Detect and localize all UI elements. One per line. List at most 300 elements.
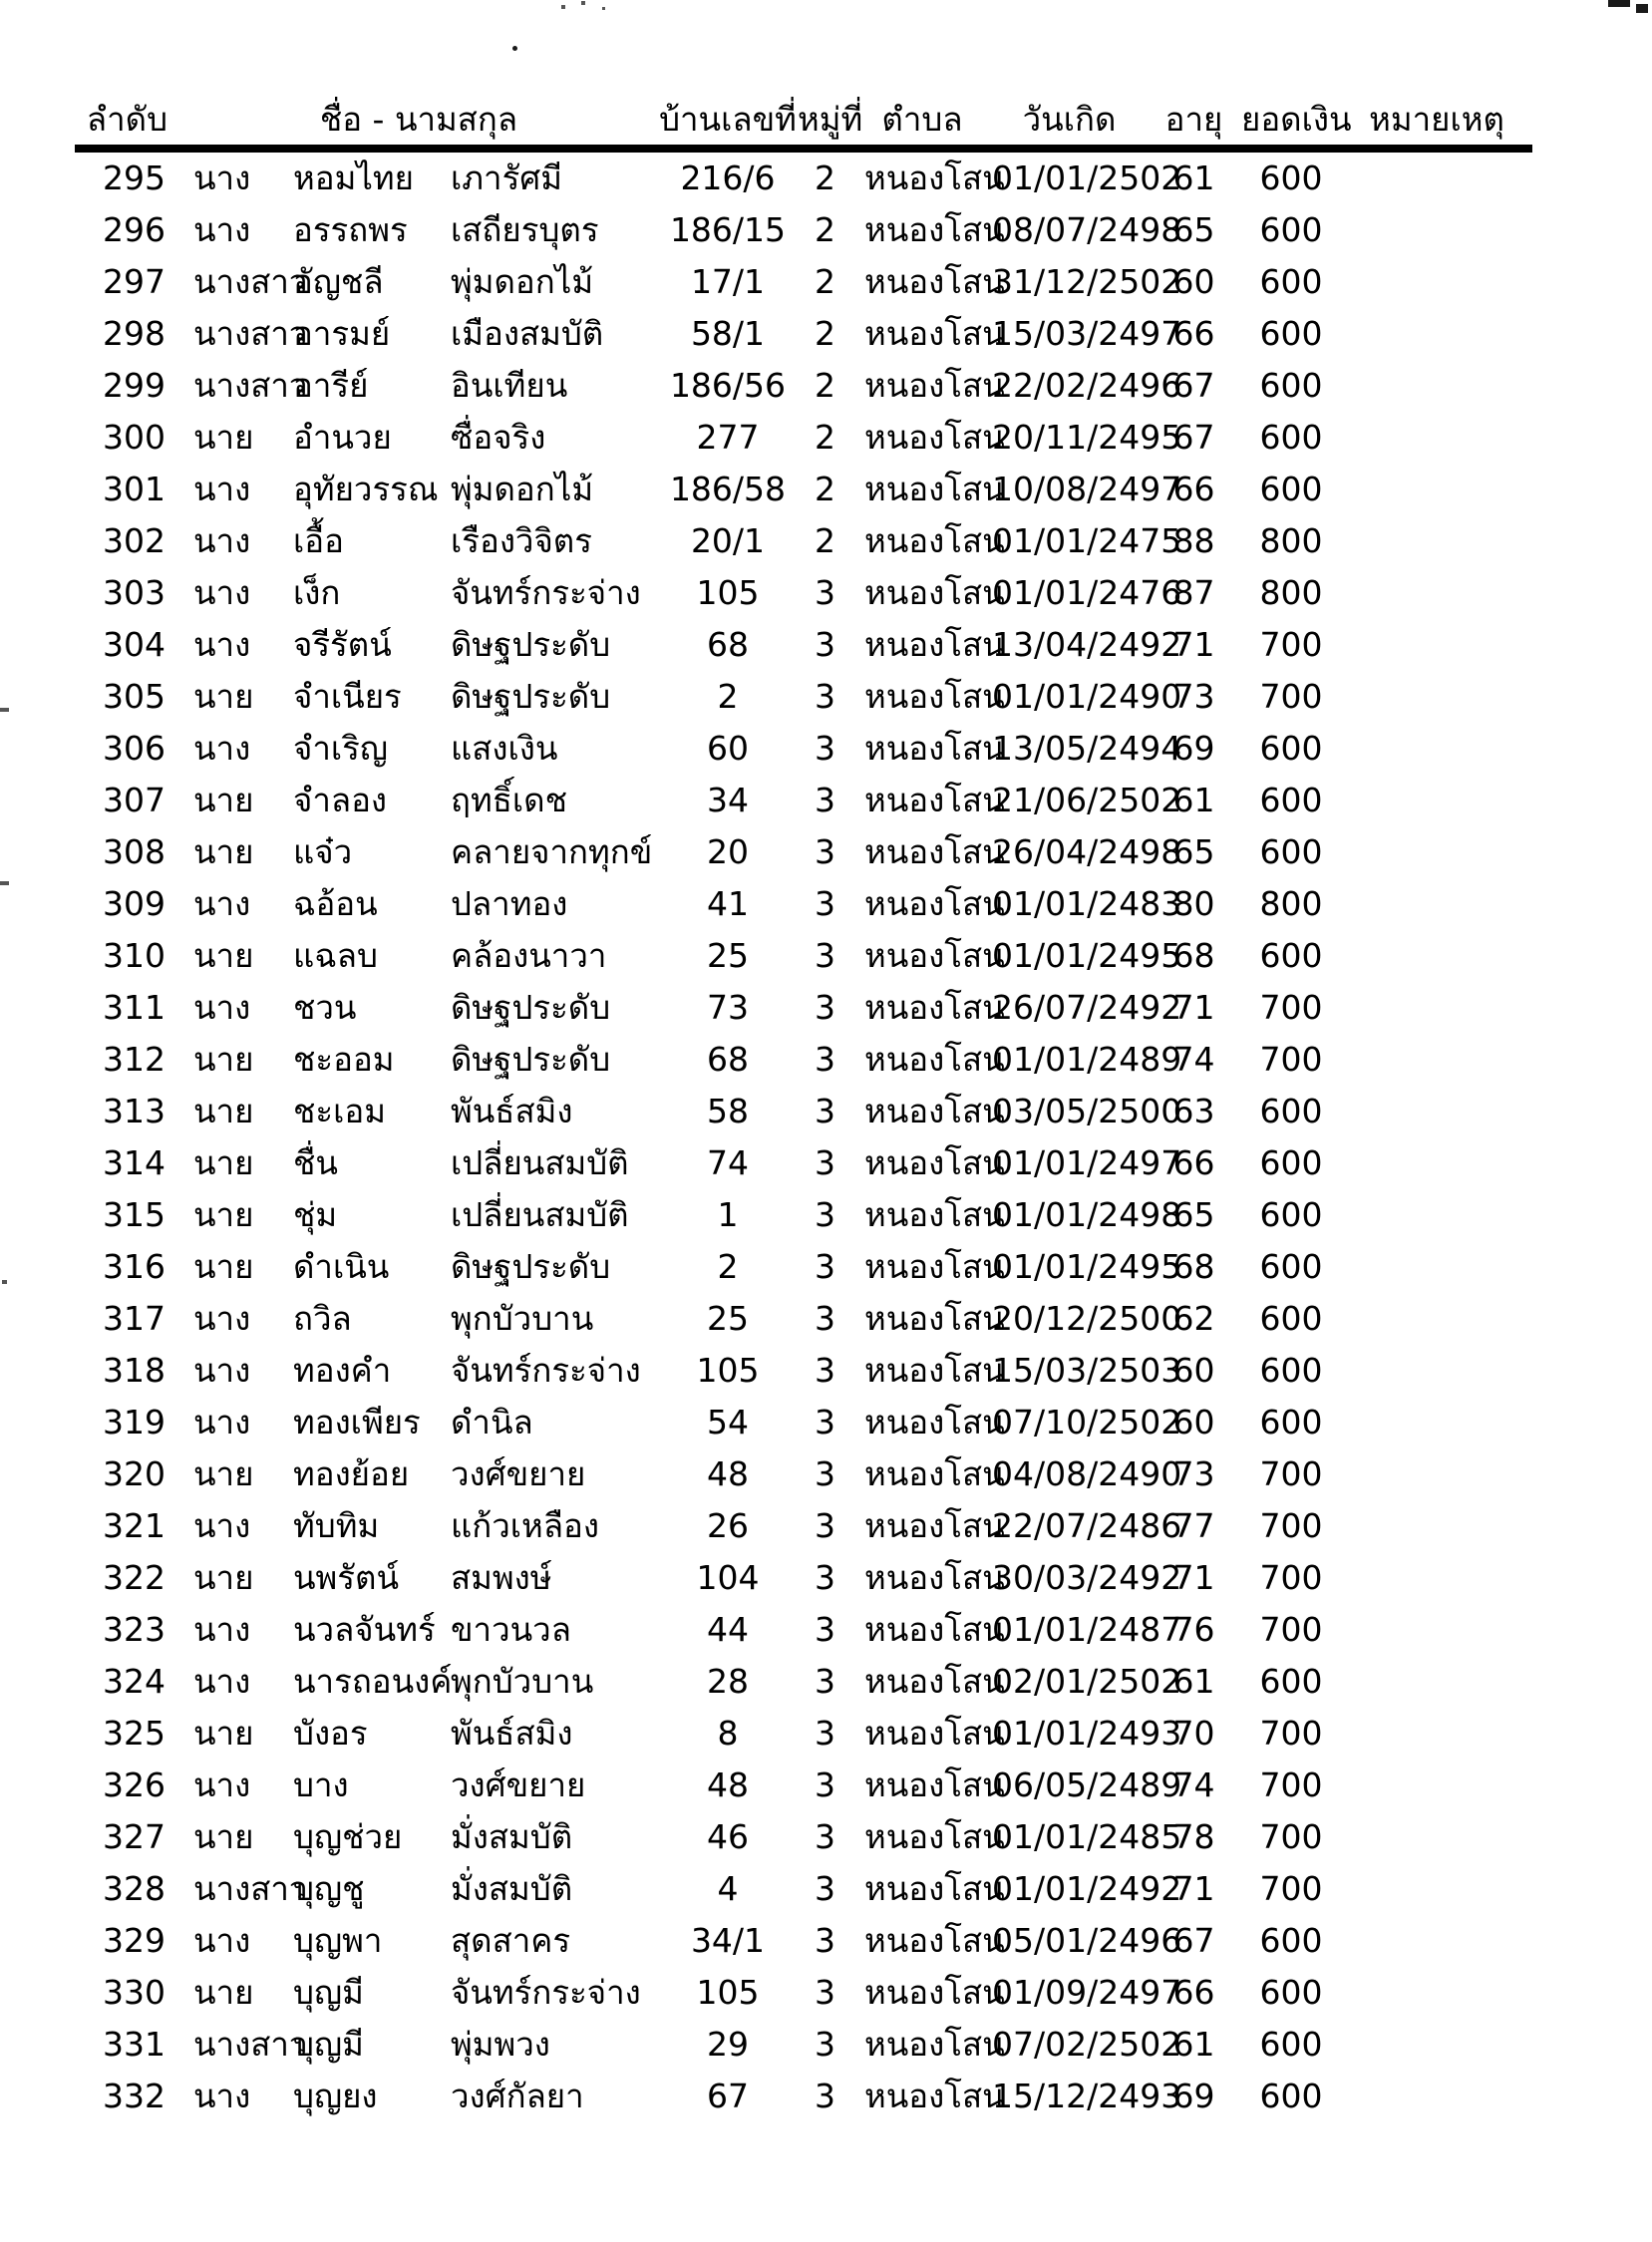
birth-date-cell: 08/07/2498 [992,210,1182,249]
last-name-cell: เปลี่ยนสมบัติ [451,1195,629,1234]
title-cell: นาง [193,625,251,664]
last-name-cell: พันธ์สมิง [451,1092,573,1130]
age-cell: 69 [1172,729,1215,768]
house-no-cell: 8 [717,1714,739,1753]
table-row [75,1656,1532,1708]
last-name-cell: พุ่มพวง [451,2025,550,2064]
first-name-cell: นพรัตน์ [293,1558,400,1597]
first-name-cell: เอื้อ [293,521,344,560]
table-row [75,1086,1532,1137]
tambon-cell: หนองโสน [864,1040,1005,1079]
table-row [75,1915,1532,1967]
age-cell: 65 [1172,1195,1215,1234]
tambon-cell: หนองโสน [864,573,1005,612]
moo-cell: 3 [815,1143,835,1182]
title-cell: นาง [193,573,251,612]
age-cell: 60 [1172,262,1215,301]
row-number-cell: 296 [103,210,165,249]
title-cell: นาง [193,2077,251,2115]
row-number-cell: 325 [103,1714,165,1753]
table-row [75,1552,1532,1604]
amount-cell: 600 [1259,1921,1323,1960]
house-no-cell: 2 [717,677,739,716]
title-cell: นาง [193,210,251,249]
house-no-cell: 25 [707,936,749,975]
birth-date-cell: 05/01/2496 [992,1921,1182,1960]
house-no-cell: 54 [707,1403,749,1441]
amount-cell: 600 [1259,1092,1323,1130]
table-row [75,1708,1532,1760]
tambon-cell: หนองโสน [864,781,1005,819]
row-number-cell: 304 [103,625,165,664]
title-cell: นาย [193,418,254,457]
amount-cell: 600 [1259,1403,1323,1441]
table-row [75,930,1532,982]
moo-cell: 3 [815,1558,835,1597]
header-age: อายุ [1164,100,1223,139]
tambon-cell: หนองโสน [864,936,1005,975]
birth-date-cell: 01/01/2493 [992,1714,1182,1753]
age-cell: 87 [1172,573,1215,612]
table-row [75,1345,1532,1397]
first-name-cell: จรีรัตน์ [293,625,392,664]
moo-cell: 2 [815,210,835,249]
scan-artifact [2,1280,7,1284]
first-name-cell: จำเนียร [293,677,402,716]
amount-cell: 800 [1259,884,1323,923]
title-cell: นางสาว [193,2025,308,2064]
first-name-cell: จำลอง [293,781,388,819]
title-cell: นาง [193,159,251,197]
header-house-no: บ้านเลขที่ [659,100,797,139]
row-number-cell: 298 [103,314,165,353]
amount-cell: 600 [1259,210,1323,249]
first-name-cell: อารีย์ [293,366,369,405]
tambon-cell: หนองโสน [864,1765,1005,1804]
birth-date-cell: 03/05/2500 [992,1092,1182,1130]
age-cell: 69 [1172,2077,1215,2115]
tambon-cell: หนองโสน [864,1403,1005,1441]
house-no-cell: 58/1 [690,314,766,353]
age-cell: 68 [1172,1247,1215,1286]
table-row [75,619,1532,671]
age-cell: 68 [1172,936,1215,975]
last-name-cell: ฤทธิ์เดช [451,781,567,819]
moo-cell: 3 [815,1040,835,1079]
age-cell: 60 [1172,1403,1215,1441]
birth-date-cell: 01/01/2502 [992,159,1182,197]
tambon-cell: หนองโสน [864,1506,1005,1545]
moo-cell: 3 [815,1973,835,2012]
amount-cell: 600 [1259,262,1323,301]
birth-date-cell: 26/04/2498 [992,832,1182,871]
table-row [75,1137,1532,1189]
table-row [75,1189,1532,1241]
moo-cell: 3 [815,2025,835,2064]
birth-date-cell: 01/01/2483 [992,884,1182,923]
last-name-cell: ดิษฐประดับ [451,1247,611,1286]
tambon-cell: หนองโสน [864,1143,1005,1182]
age-cell: 70 [1172,1714,1215,1753]
moo-cell: 3 [815,832,835,871]
last-name-cell: พุ่มดอกไม้ [451,262,594,301]
first-name-cell: ถวิล [293,1299,352,1338]
last-name-cell: มั่งสมบัติ [451,1817,573,1856]
header-remark: หมายเหตุ [1369,100,1504,139]
house-no-cell: 60 [707,729,749,768]
amount-cell: 600 [1259,470,1323,508]
scan-artifact [561,5,565,9]
house-no-cell: 34/1 [690,1921,766,1960]
amount-cell: 600 [1259,1299,1323,1338]
amount-cell: 700 [1259,1765,1323,1804]
row-number-cell: 307 [103,781,165,819]
first-name-cell: ชะออม [293,1040,395,1079]
last-name-cell: ดำนิล [451,1403,533,1441]
house-no-cell: 73 [707,988,749,1027]
house-no-cell: 68 [707,1040,749,1079]
last-name-cell: ขาวนวล [451,1610,571,1649]
birth-date-cell: 22/07/2486 [992,1506,1182,1545]
birth-date-cell: 01/01/2476 [992,573,1182,612]
first-name-cell: บังอร [293,1714,368,1753]
house-no-cell: 44 [707,1610,749,1649]
birth-date-cell: 10/08/2497 [992,470,1182,508]
tambon-cell: หนองโสน [864,314,1005,353]
age-cell: 61 [1172,1662,1215,1701]
amount-cell: 600 [1259,832,1323,871]
amount-cell: 600 [1259,2025,1323,2064]
moo-cell: 3 [815,729,835,768]
row-number-cell: 306 [103,729,165,768]
age-cell: 60 [1172,1351,1215,1390]
tambon-cell: หนองโสน [864,1662,1005,1701]
last-name-cell: จันทร์กระจ่าง [451,1351,641,1390]
tambon-cell: หนองโสน [864,1817,1005,1856]
tambon-cell: หนองโสน [864,1558,1005,1597]
amount-cell: 700 [1259,1610,1323,1649]
last-name-cell: แก้วเหลือง [451,1506,599,1545]
first-name-cell: ชวน [293,988,357,1027]
row-number-cell: 331 [103,2025,165,2064]
header-birth-date: วันเกิด [1022,100,1117,139]
row-number-cell: 295 [103,159,165,197]
moo-cell: 3 [815,1195,835,1234]
moo-cell: 3 [815,1247,835,1286]
scan-artifact [1608,0,1630,7]
last-name-cell: พุกบัวบาน [451,1299,594,1338]
row-number-cell: 329 [103,1921,165,1960]
tambon-cell: หนองโสน [864,1092,1005,1130]
amount-cell: 600 [1259,159,1323,197]
title-cell: นาง [193,1403,251,1441]
first-name-cell: อัญชลี [293,262,384,301]
moo-cell: 3 [815,1610,835,1649]
first-name-cell: บุญมี [293,2025,364,2064]
moo-cell: 2 [815,470,835,508]
title-cell: นาย [193,1143,254,1182]
scan-artifact [0,708,9,712]
moo-cell: 3 [815,988,835,1027]
birth-date-cell: 07/02/2502 [992,2025,1182,2064]
birth-date-cell: 04/08/2490 [992,1454,1182,1493]
title-cell: นาย [193,832,254,871]
moo-cell: 3 [815,1869,835,1908]
title-cell: นาง [193,1506,251,1545]
first-name-cell: อำนวย [293,418,392,457]
last-name-cell: เรืองวิจิตร [451,521,592,560]
table-row [75,775,1532,826]
age-cell: 61 [1172,2025,1215,2064]
birth-date-cell: 20/11/2495 [992,418,1182,457]
title-cell: นาย [193,1558,254,1597]
table-row [75,878,1532,930]
moo-cell: 3 [815,1817,835,1856]
amount-cell: 600 [1259,1662,1323,1701]
table-row [75,982,1532,1034]
first-name-cell: ทองคำ [293,1351,392,1390]
house-no-cell: 68 [707,625,749,664]
last-name-cell: วงศ์กัลยา [451,2077,584,2115]
table-row [75,671,1532,723]
house-no-cell: 1 [717,1195,739,1234]
title-cell: นาย [193,1714,254,1753]
birth-date-cell: 01/01/2489 [992,1040,1182,1079]
moo-cell: 3 [815,1351,835,1390]
row-number-cell: 297 [103,262,165,301]
first-name-cell: ดำเนิน [293,1247,390,1286]
age-cell: 73 [1172,1454,1215,1493]
house-no-cell: 26 [707,1506,749,1545]
moo-cell: 3 [815,781,835,819]
birth-date-cell: 21/06/2502 [992,781,1182,819]
age-cell: 66 [1172,1143,1215,1182]
row-number-cell: 317 [103,1299,165,1338]
house-no-cell: 41 [707,884,749,923]
moo-cell: 3 [815,625,835,664]
amount-cell: 600 [1259,1247,1323,1286]
title-cell: นางสาว [193,314,308,353]
amount-cell: 600 [1259,2077,1323,2115]
title-cell: นาย [193,1973,254,2012]
first-name-cell: แจ๋ว [293,832,353,871]
tambon-cell: หนองโสน [864,1610,1005,1649]
last-name-cell: คลายจากทุกข์ [451,832,653,871]
row-number-cell: 311 [103,988,165,1027]
title-cell: นางสาว [193,366,308,405]
row-number-cell: 315 [103,1195,165,1234]
first-name-cell: อารมย์ [293,314,391,353]
birth-date-cell: 30/03/2492 [992,1558,1182,1597]
moo-cell: 3 [815,1092,835,1130]
age-cell: 74 [1172,1040,1215,1079]
scan-artifact [581,1,585,5]
house-no-cell: 46 [707,1817,749,1856]
title-cell: นาง [193,1921,251,1960]
birth-date-cell: 01/01/2498 [992,1195,1182,1234]
table-row [75,1863,1532,1915]
age-cell: 71 [1172,988,1215,1027]
house-no-cell: 186/15 [669,210,787,249]
birth-date-cell: 22/02/2496 [992,366,1182,405]
amount-cell: 700 [1259,1506,1323,1545]
house-no-cell: 17/1 [690,262,766,301]
last-name-cell: ซื่อจริง [451,418,546,457]
last-name-cell: พุ่มดอกไม้ [451,470,594,508]
row-number-cell: 330 [103,1973,165,2012]
age-cell: 74 [1172,1765,1215,1804]
moo-cell: 2 [815,314,835,353]
first-name-cell: ชุ่ม [293,1195,338,1234]
tambon-cell: หนองโสน [864,1869,1005,1908]
table-row [75,2019,1532,2071]
first-name-cell: อุทัยวรรณ [293,470,439,508]
first-name-cell: บุญชู [293,1869,365,1908]
house-no-cell: 28 [707,1662,749,1701]
age-cell: 66 [1172,1973,1215,2012]
row-number-cell: 299 [103,366,165,405]
amount-cell: 700 [1259,1869,1323,1908]
last-name-cell: สมพงษ์ [451,1558,552,1597]
scan-artifact [602,7,605,10]
birth-date-cell: 01/09/2497 [992,1973,1182,2012]
tambon-cell: หนองโสน [864,210,1005,249]
amount-cell: 800 [1259,573,1323,612]
first-name-cell: อรรถพร [293,210,408,249]
table-row [75,1500,1532,1552]
age-cell: 78 [1172,1817,1215,1856]
first-name-cell: ทับทิม [293,1506,380,1545]
birth-date-cell: 26/07/2492 [992,988,1182,1027]
header-no: ลำดับ [86,100,168,139]
tambon-cell: หนองโสน [864,521,1005,560]
row-number-cell: 312 [103,1040,165,1079]
moo-cell: 3 [815,936,835,975]
amount-cell: 600 [1259,781,1323,819]
last-name-cell: วงศ์ขยาย [451,1454,586,1493]
last-name-cell: เปลี่ยนสมบัติ [451,1143,629,1182]
house-no-cell: 20 [707,832,749,871]
tambon-cell: หนองโสน [864,1714,1005,1753]
birth-date-cell: 06/05/2489 [992,1765,1182,1804]
age-cell: 71 [1172,1869,1215,1908]
table-row [75,1967,1532,2019]
age-cell: 63 [1172,1092,1215,1130]
birth-date-cell: 01/01/2495 [992,1247,1182,1286]
title-cell: นาย [193,781,254,819]
table-row [75,204,1532,256]
amount-cell: 600 [1259,1973,1323,2012]
title-cell: นาย [193,1040,254,1079]
last-name-cell: เสถียรบุตร [451,210,599,249]
birth-date-cell: 01/01/2492 [992,1869,1182,1908]
title-cell: นาง [193,1299,251,1338]
title-cell: นางสาว [193,1869,308,1908]
age-cell: 67 [1172,366,1215,405]
last-name-cell: คล้องนาวา [451,936,607,975]
amount-cell: 700 [1259,625,1323,664]
title-cell: นาง [193,1662,251,1701]
row-number-cell: 332 [103,2077,165,2115]
title-cell: นาย [193,1817,254,1856]
moo-cell: 3 [815,1921,835,1960]
table-header-row [75,96,1532,144]
house-no-cell: 74 [707,1143,749,1182]
title-cell: นาง [193,988,251,1027]
moo-cell: 2 [815,159,835,197]
table-row [75,1760,1532,1811]
amount-cell: 700 [1259,1454,1323,1493]
row-number-cell: 323 [103,1610,165,1649]
table-row [75,2071,1532,2122]
tambon-cell: หนองโสน [864,262,1005,301]
house-no-cell: 186/56 [669,366,787,405]
last-name-cell: ดิษฐประดับ [451,1040,611,1079]
house-no-cell: 277 [696,418,760,457]
row-number-cell: 319 [103,1403,165,1441]
first-name-cell: แฉลบ [293,936,378,975]
table-row [75,1811,1532,1863]
header-name: ชื่อ - นามสกุล [319,100,518,139]
age-cell: 67 [1172,1921,1215,1960]
tambon-cell: หนองโสน [864,1299,1005,1338]
row-number-cell: 328 [103,1869,165,1908]
last-name-cell: วงศ์ขยาย [451,1765,586,1804]
moo-cell: 2 [815,418,835,457]
tambon-cell: หนองโสน [864,1195,1005,1234]
row-number-cell: 316 [103,1247,165,1286]
table-row [75,1241,1532,1293]
header-tambon: ตำบล [881,100,963,139]
tambon-cell: หนองโสน [864,1247,1005,1286]
title-cell: นาย [193,1092,254,1130]
age-cell: 71 [1172,625,1215,664]
amount-cell: 700 [1259,988,1323,1027]
last-name-cell: พันธ์สมิง [451,1714,573,1753]
row-number-cell: 327 [103,1817,165,1856]
moo-cell: 3 [815,1403,835,1441]
tambon-cell: หนองโสน [864,2025,1005,2064]
tambon-cell: หนองโสน [864,2077,1005,2115]
tambon-cell: หนองโสน [864,988,1005,1027]
title-cell: นาย [193,1195,254,1234]
title-cell: นาง [193,1351,251,1390]
table-row [75,308,1532,360]
age-cell: 77 [1172,1506,1215,1545]
table-row [75,1604,1532,1656]
last-name-cell: จันทร์กระจ่าง [451,573,641,612]
house-no-cell: 186/58 [669,470,787,508]
row-number-cell: 302 [103,521,165,560]
house-no-cell: 104 [696,1558,760,1597]
row-number-cell: 300 [103,418,165,457]
moo-cell: 3 [815,1454,835,1493]
age-cell: 76 [1172,1610,1215,1649]
tambon-cell: หนองโสน [864,1454,1005,1493]
moo-cell: 2 [815,366,835,405]
scan-artifact [512,46,517,51]
moo-cell: 3 [815,884,835,923]
last-name-cell: อินเทียน [451,366,568,405]
amount-cell: 600 [1259,314,1323,353]
age-cell: 66 [1172,314,1215,353]
row-number-cell: 309 [103,884,165,923]
row-number-cell: 305 [103,677,165,716]
table-row [75,515,1532,567]
age-cell: 67 [1172,418,1215,457]
house-no-cell: 25 [707,1299,749,1338]
birth-date-cell: 20/12/2500 [992,1299,1182,1338]
